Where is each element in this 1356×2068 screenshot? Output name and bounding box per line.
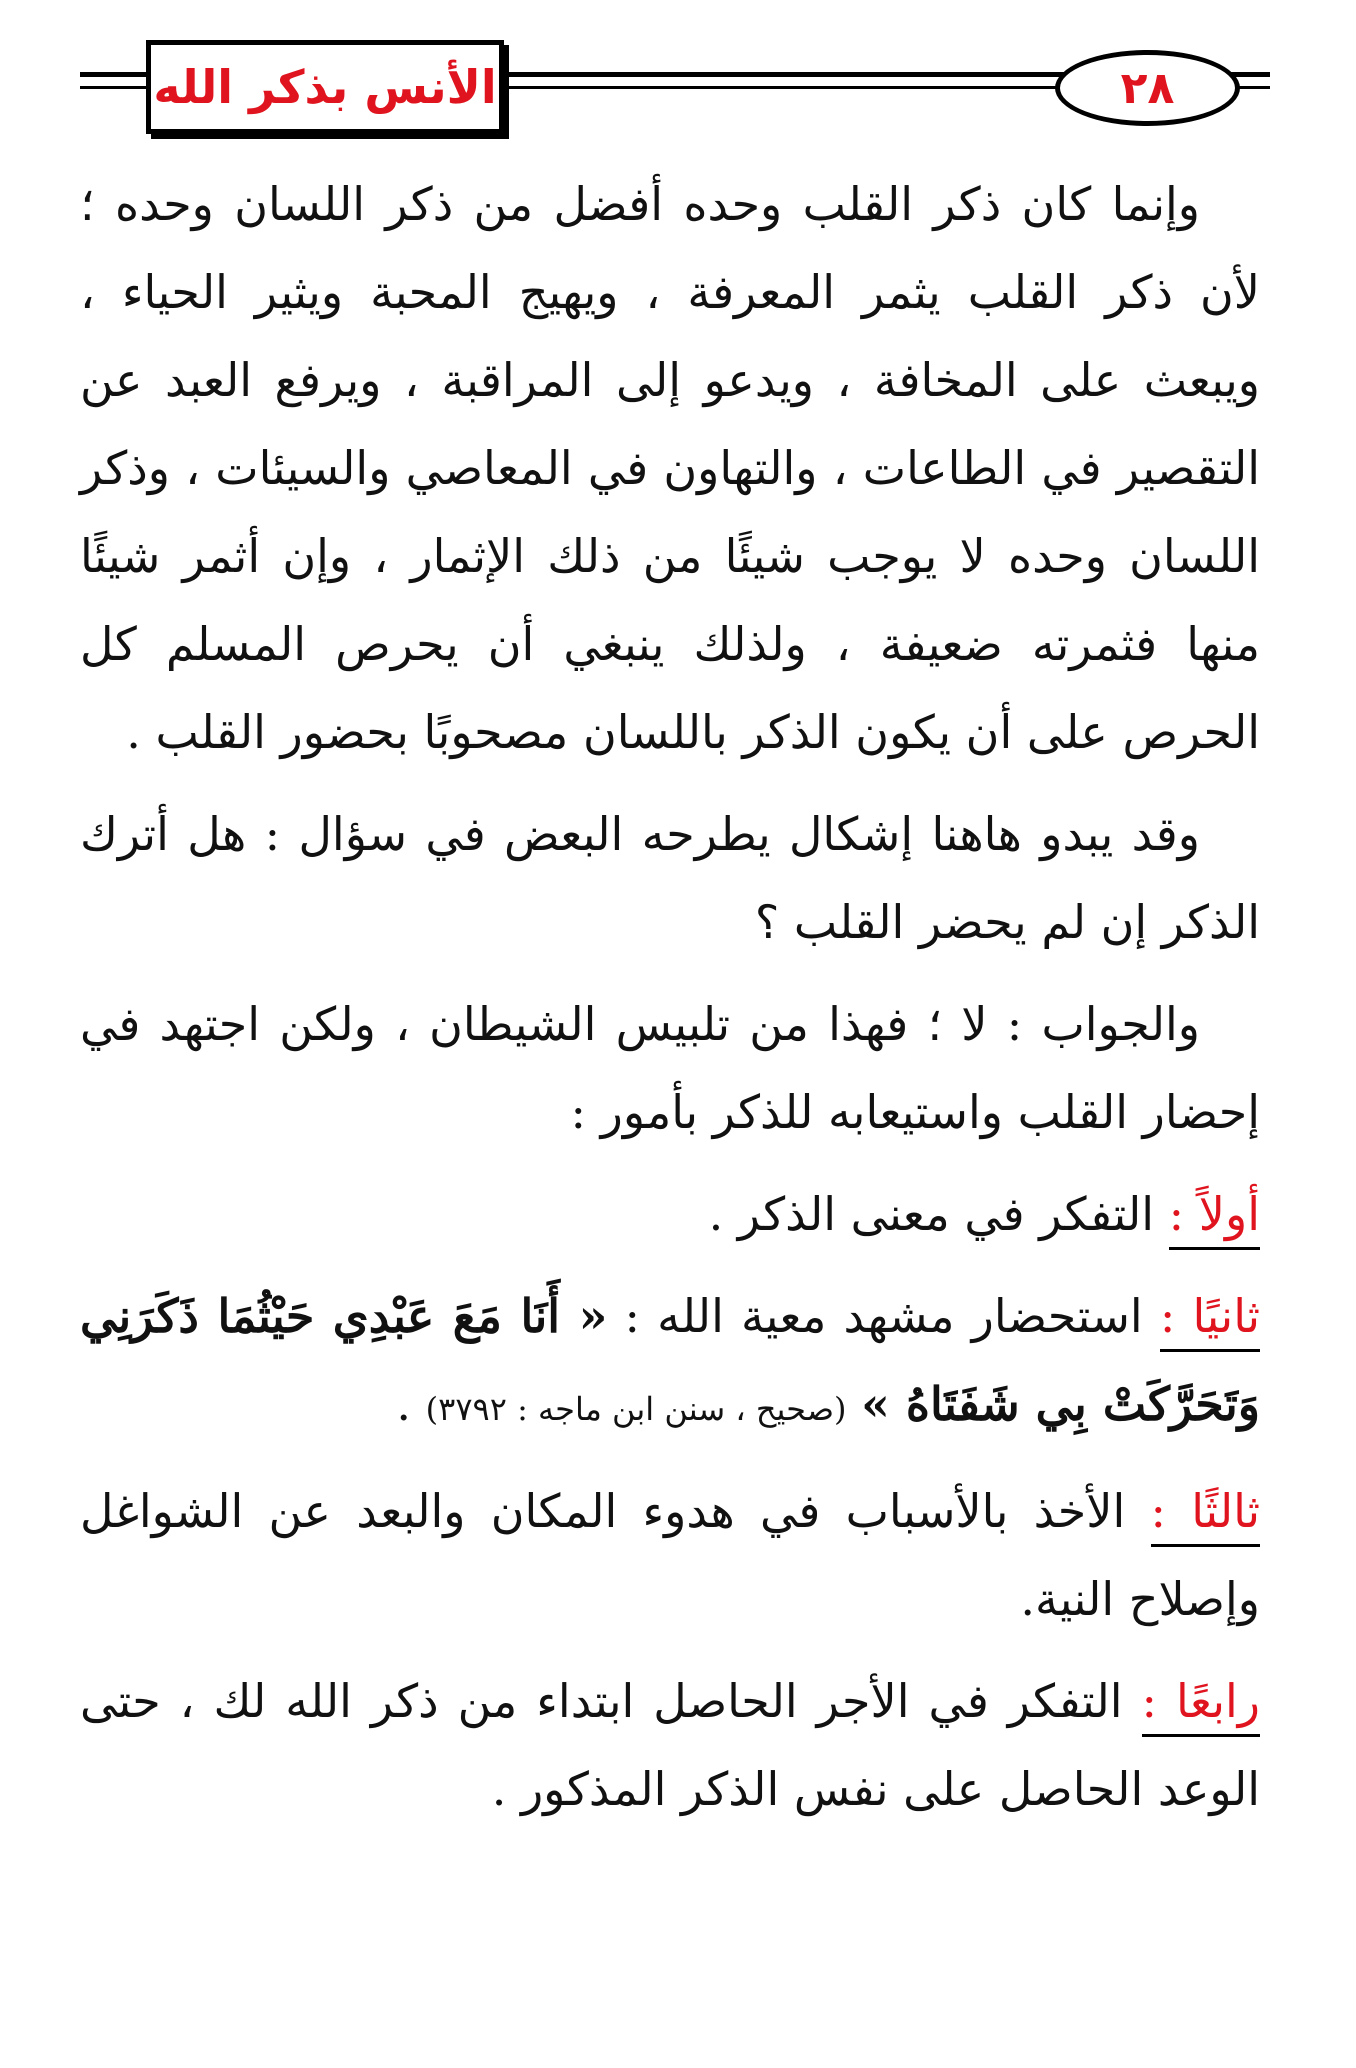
hadith-reference: (صحيح ، سنن ابن ماجه : ٣٧٩٢) — [425, 1390, 847, 1428]
paragraph-2: وقد يبدو هاهنا إشكال يطرحه البعض في سؤال : هل أترك الذكر إن لم يحضر القلب ؟ — [80, 807, 1260, 949]
item-text-2: استحضار مشهد معية الله : — [624, 1289, 1143, 1343]
page-number-oval — [1055, 50, 1240, 126]
page-header — [0, 0, 1356, 140]
page-number: ٢٨ — [1120, 62, 1175, 114]
item-label-3: ثالثًا : — [1151, 1484, 1260, 1547]
list-item-4 — [80, 1657, 1260, 1833]
list-item-1 — [80, 1170, 1260, 1258]
item-label-2: ثانيًا : — [1160, 1289, 1260, 1352]
running-title: الأنس بذكر الله — [153, 60, 497, 114]
item-label-1: أولاً : — [1169, 1187, 1260, 1250]
list-item-2 — [80, 1272, 1260, 1453]
paragraph-3: والجواب : لا ؛ فهذا من تلبيس الشيطان ، ولكن اجتهد في إحضار القلب واستيعابه للذكر بأمور : — [80, 997, 1260, 1139]
item-text-4: التفكر في الأجر الحاصل ابتداء من ذكر الله لك ، حتى الوعد الحاصل على نفس الذكر المذكور . — [80, 1674, 1260, 1816]
item-label-4: رابعًا : — [1142, 1674, 1260, 1737]
item-text-1: التفكر في معنى الذكر . — [708, 1187, 1155, 1241]
item-text-3: الأخذ بالأسباب في هدوء المكان والبعد عن الشواغل وإصلاح النية. — [80, 1484, 1260, 1626]
paragraph-1: وإنما كان ذكر القلب وحده أفضل من ذكر اللسان وحده ؛ لأن ذكر القلب يثمر المعرفة ، ويهيج المحبة ويثير الحياء ، ويبعث على المخافة ، ويدعو إلى المراقبة ، ويرفع العبد عن التقصير في الطاعات ، والتهاون في المعاصي والسيئات ، وذكر اللسان وحده لا يوجب شيئًا من ذلك الإثمار ، وإن أثمر شيئًا منها فثمرته ضعيفة ، ولذلك ينبغي أن يحرص المسلم كل الحرص على أن يكون الذكر باللسان مصحوبًا بحضور القلب . — [80, 177, 1260, 759]
hadith-quote: « أَنَا مَعَ عَبْدِي حَيْثُمَا ذَكَرَنِي وَتَحَرَّكَتْ بِي شَفَتَاهُ » — [80, 1289, 1260, 1431]
page-body — [80, 160, 1260, 1847]
running-title-box — [146, 40, 504, 134]
item-end-2: . — [396, 1377, 412, 1431]
list-item-3 — [80, 1467, 1260, 1643]
